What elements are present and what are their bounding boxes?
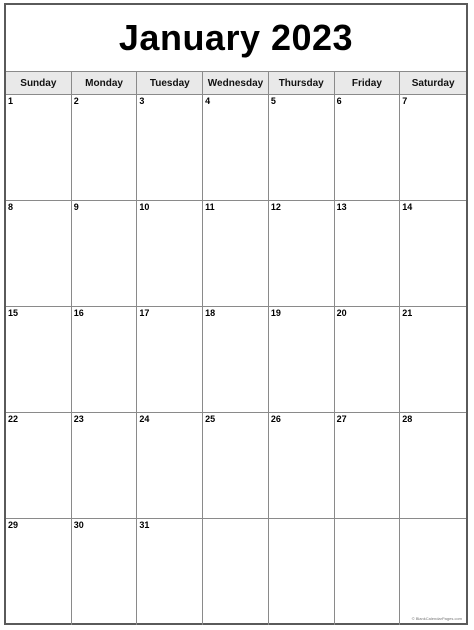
day-number: 18 [205, 308, 216, 318]
day-cell-empty [335, 519, 401, 625]
day-cell [203, 95, 269, 201]
day-cell [137, 413, 203, 519]
day-number: 16 [73, 308, 84, 318]
day-number: 1 [8, 96, 14, 106]
weekday-tuesday: Tuesday [137, 72, 203, 95]
day-cell [269, 95, 335, 201]
day-number: 2 [73, 96, 79, 106]
day-number: 30 [73, 520, 84, 530]
day-cell [6, 307, 72, 413]
day-cell [72, 519, 138, 625]
day-number: 7 [402, 96, 408, 106]
day-cell [203, 413, 269, 519]
day-number: 3 [139, 96, 145, 106]
day-cell [335, 95, 401, 201]
footer-credit: © BlankCalendarPages.com [411, 616, 462, 621]
weekday-sunday: Sunday [6, 72, 72, 95]
day-number: 28 [402, 414, 413, 424]
day-cell [137, 307, 203, 413]
day-cell [72, 413, 138, 519]
weekday-thursday: Thursday [269, 72, 335, 95]
day-cell [203, 201, 269, 307]
day-cell [269, 413, 335, 519]
day-number: 31 [139, 520, 150, 530]
day-number: 23 [73, 414, 84, 424]
day-number: 25 [205, 414, 216, 424]
day-number: 14 [402, 202, 413, 212]
day-number: 8 [8, 202, 14, 212]
calendar [4, 3, 468, 625]
day-cell [6, 95, 72, 201]
day-number: 5 [270, 96, 276, 106]
day-cell [203, 307, 269, 413]
day-number: 19 [270, 308, 281, 318]
day-cell [72, 307, 138, 413]
day-number: 22 [8, 414, 19, 424]
day-cell [400, 201, 466, 307]
day-number: 29 [8, 520, 19, 530]
day-cell-empty [203, 519, 269, 625]
day-number: 10 [139, 202, 150, 212]
day-cell [269, 201, 335, 307]
day-cell [6, 201, 72, 307]
day-cell [72, 201, 138, 307]
weekday-wednesday: Wednesday [203, 72, 269, 95]
day-cell [72, 95, 138, 201]
day-cell-empty [400, 519, 466, 625]
day-number: 12 [270, 202, 281, 212]
day-cell [269, 307, 335, 413]
calendar-title: January 2023 [118, 17, 354, 58]
day-cell [335, 307, 401, 413]
day-number: 11 [205, 202, 215, 212]
day-cell-empty [269, 519, 335, 625]
day-cell [137, 201, 203, 307]
day-cell [6, 413, 72, 519]
day-cell [6, 519, 72, 625]
weekday-monday: Monday [72, 72, 138, 95]
day-number: 13 [336, 202, 347, 212]
day-number: 21 [402, 308, 413, 318]
day-number: 17 [139, 308, 150, 318]
weekday-saturday: Saturday [400, 72, 466, 95]
day-number: 27 [336, 414, 347, 424]
day-cell [137, 519, 203, 625]
day-number: 15 [8, 308, 19, 318]
day-number: 26 [270, 414, 281, 424]
day-cell [137, 95, 203, 201]
day-number: 6 [336, 96, 342, 106]
calendar-grid [6, 71, 466, 625]
day-number: 4 [205, 96, 211, 106]
day-cell [335, 413, 401, 519]
day-number: 24 [139, 414, 150, 424]
day-number: 20 [336, 308, 347, 318]
day-number: 9 [73, 202, 79, 212]
day-cell [400, 95, 466, 201]
day-cell [335, 201, 401, 307]
day-cell [400, 413, 466, 519]
day-cell [400, 307, 466, 413]
weekday-friday: Friday [335, 72, 401, 95]
